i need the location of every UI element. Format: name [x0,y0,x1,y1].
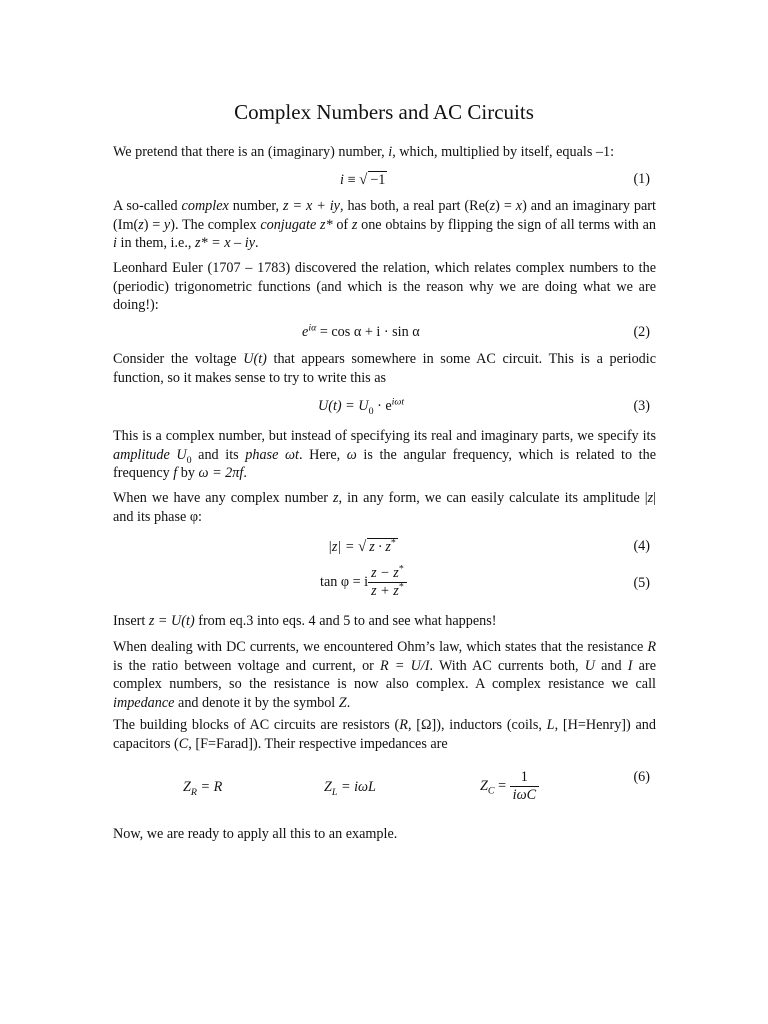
paragraph-amplitude-phase: This is a complex number, but instead of specifying its real and imaginary parts, we specify its amplitude $U_0$ and its phase ωt. Here, ω is the angular frequency, which is related to the frequency f by ω = 2πf. [113,428,656,482]
equation-3: $U(t) = U_0 \cdot e^{i\omega t}$ [318,396,405,417]
paragraph-conclusion: Now, we are ready to apply all this to an example. [113,826,398,842]
equation-2: $e^{i\alpha} = \cos \alpha + i \cdot \sin \alpha$ [302,322,420,340]
equation-1: i ≡ √ −1 [340,172,386,188]
paragraph-euler: Leonhard Euler (1707 – 1783) discovered the relation, which relates complex numbers to the (periodic) trigonometric functions (and which is the reason why we are doing what we are doing!): [113,260,656,314]
paragraph-voltage: Consider the voltage U(t) that appears somewhere in some AC circuit. This is a periodic function, so it makes sense to try to write this as [113,351,656,386]
equation-number-4: (4) [633,538,650,554]
equation-number-6: (6) [633,769,650,785]
equation-number-5: (5) [633,575,650,591]
equation-6-capacitor: $Z_C$ = $\frac{1}{\text{iωC}}$ [480,769,539,804]
equation-6-resistor: $Z_R = R$ [183,779,223,798]
equation-number-1: (1) [633,171,650,187]
equation-number-3: (3) [633,398,650,414]
equation-4: |z| = √ z · z* [328,537,396,555]
paragraph-insert: Insert z = U(t) from eq.3 into eqs. 4 and 5 to and see what happens! [113,613,497,629]
equation-6-inductor: $Z_L = i\omega L$ [324,779,376,798]
equation-number-2: (2) [633,324,650,340]
paragraph-imaginary-unit: We pretend that there is an (imaginary) number, i, which, multiplied by itself, equals –1: [113,144,615,160]
paragraph-ohms-law: When dealing with DC currents, we encountered Ohm’s law, which states that the resistance R is the ratio between voltage and current, or R = U/I. With AC currents both, U and I are complex numbers, so the resistance is now also complex. A complex resistance we call impedance and denote it by the symbol Z. [113,639,656,711]
page-title: Complex Numbers and AC Circuits [234,100,534,124]
paragraph-amplitude-formula: When we have any complex number z, in any form, we can easily calculate its amplitude |z| and its phase φ: [113,490,656,525]
paragraph-complex-number: A so-called complex number, z = x + iy, has both, a real part (Re(z) = x) and an imaginary part (Im(z) = y). The complex conjugate z* of z one obtains by flipping the sign of all terms with an i in them, i.e., z* = x – iy. [113,198,656,252]
equation-5: tan φ = i $\frac{z - z^*}{z + z^*}$ [320,565,407,600]
paragraph-building-blocks: The building blocks of AC circuits are resistors (R, [Ω]), inductors (coils, L, [H=Henry]) and capacitors (C, [F=Farad]). Their respective impedances are [113,717,656,752]
